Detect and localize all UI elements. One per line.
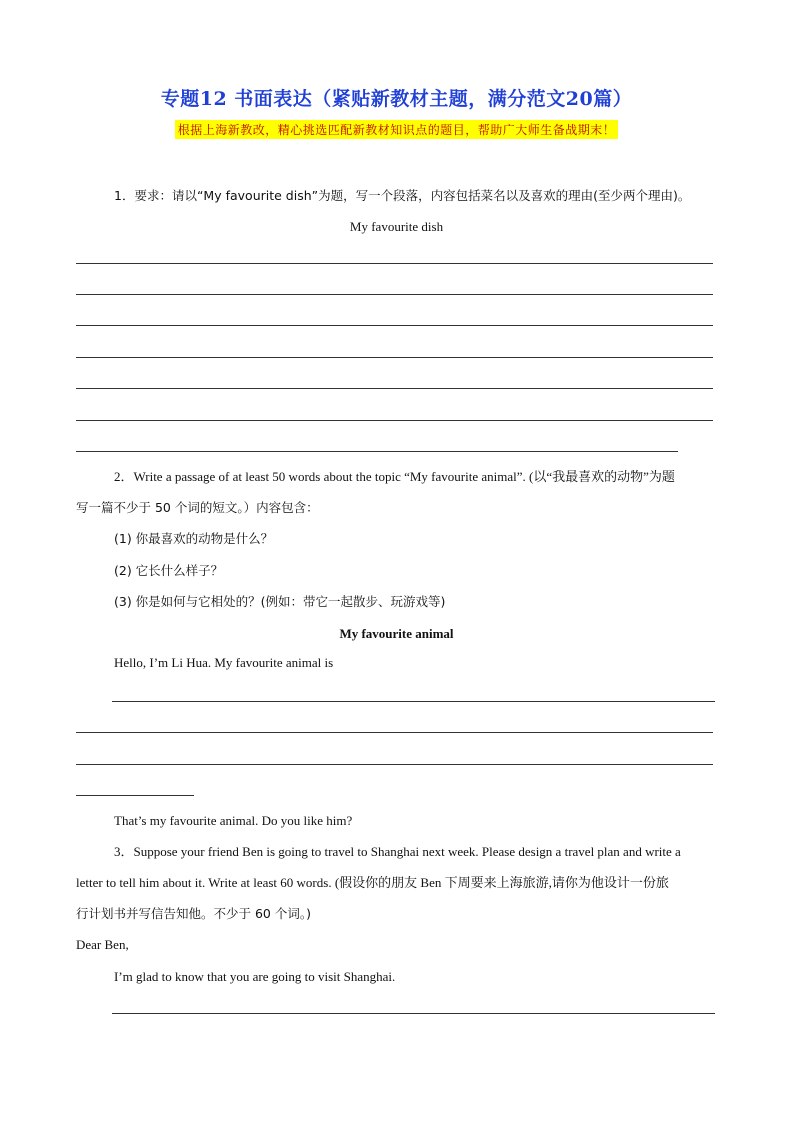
q3-opening: I’m glad to know that you are going to visit Shanghai.: [114, 969, 396, 984]
q2-opening: Hello, I’m Li Hua. My favourite animal is: [114, 655, 334, 670]
q2-point-1: (1) 你最喜欢的动物是什么？: [114, 531, 274, 546]
q2-prompt-line1: 2．Write a passage of at least 50 words about the topic “My favourite animal”. (以“我最喜欢的动物”为题: [114, 469, 675, 484]
q1-prompt: 1．要求：请以“My favourite dish”为题，写一个段落，内容包括菜名以及喜欢的理由(至少两个理由)。: [114, 188, 691, 203]
q3-prompt-line2: letter to tell him about it. Write at least 60 words. (假设你的朋友 Ben 下周要来上海旅游,请你为他设计一份旅: [76, 875, 669, 890]
q3-prompt-line1: 3．Suppose your friend Ben is going to travel to Shanghai next week. Please design a travel plan and write a: [114, 844, 681, 859]
q1-answer-line: [76, 294, 713, 295]
q3-salutation: Dear Ben,: [76, 937, 129, 952]
q2-point-2: (2) 它长什么样子？: [114, 563, 224, 578]
q1-answer-line: [76, 325, 713, 326]
q3-prompt-line3: 行计划书并写信告知他。不少于 60 个词。): [76, 906, 311, 921]
q3-answer-line: [112, 1013, 715, 1014]
q2-closing: That’s my favourite animal. Do you like him?: [114, 813, 353, 828]
q2-prompt-line2: 写一篇不少于 50 个词的短文。）内容包含：: [76, 500, 319, 515]
q1-answer-line: [76, 357, 713, 358]
q2-answer-line: [76, 764, 713, 765]
q2-answer-line: [76, 732, 713, 733]
q1-essay-title: My favourite dish: [349, 219, 444, 234]
q2-answer-line: [112, 701, 715, 702]
q2-essay-title: My favourite animal: [339, 626, 454, 641]
q2-point-3: (3) 你是如何与它相处的？(例如：带它一起散步、玩游戏等): [114, 594, 446, 609]
subtitle-banner: [0, 119, 793, 139]
page-title: 专题12 书面表达（紧贴新教材主题，满分范文20篇）: [160, 88, 633, 110]
q1-answer-line: [76, 388, 713, 389]
q1-answer-line: [76, 451, 678, 452]
q1-answer-line: [76, 420, 713, 421]
q1-answer-line: [76, 263, 713, 264]
subtitle-text: 根据上海新教改，精心挑选匹配新教材知识点的题目，帮助广大师生备战期末！: [175, 120, 619, 139]
q2-answer-line: [76, 795, 194, 796]
